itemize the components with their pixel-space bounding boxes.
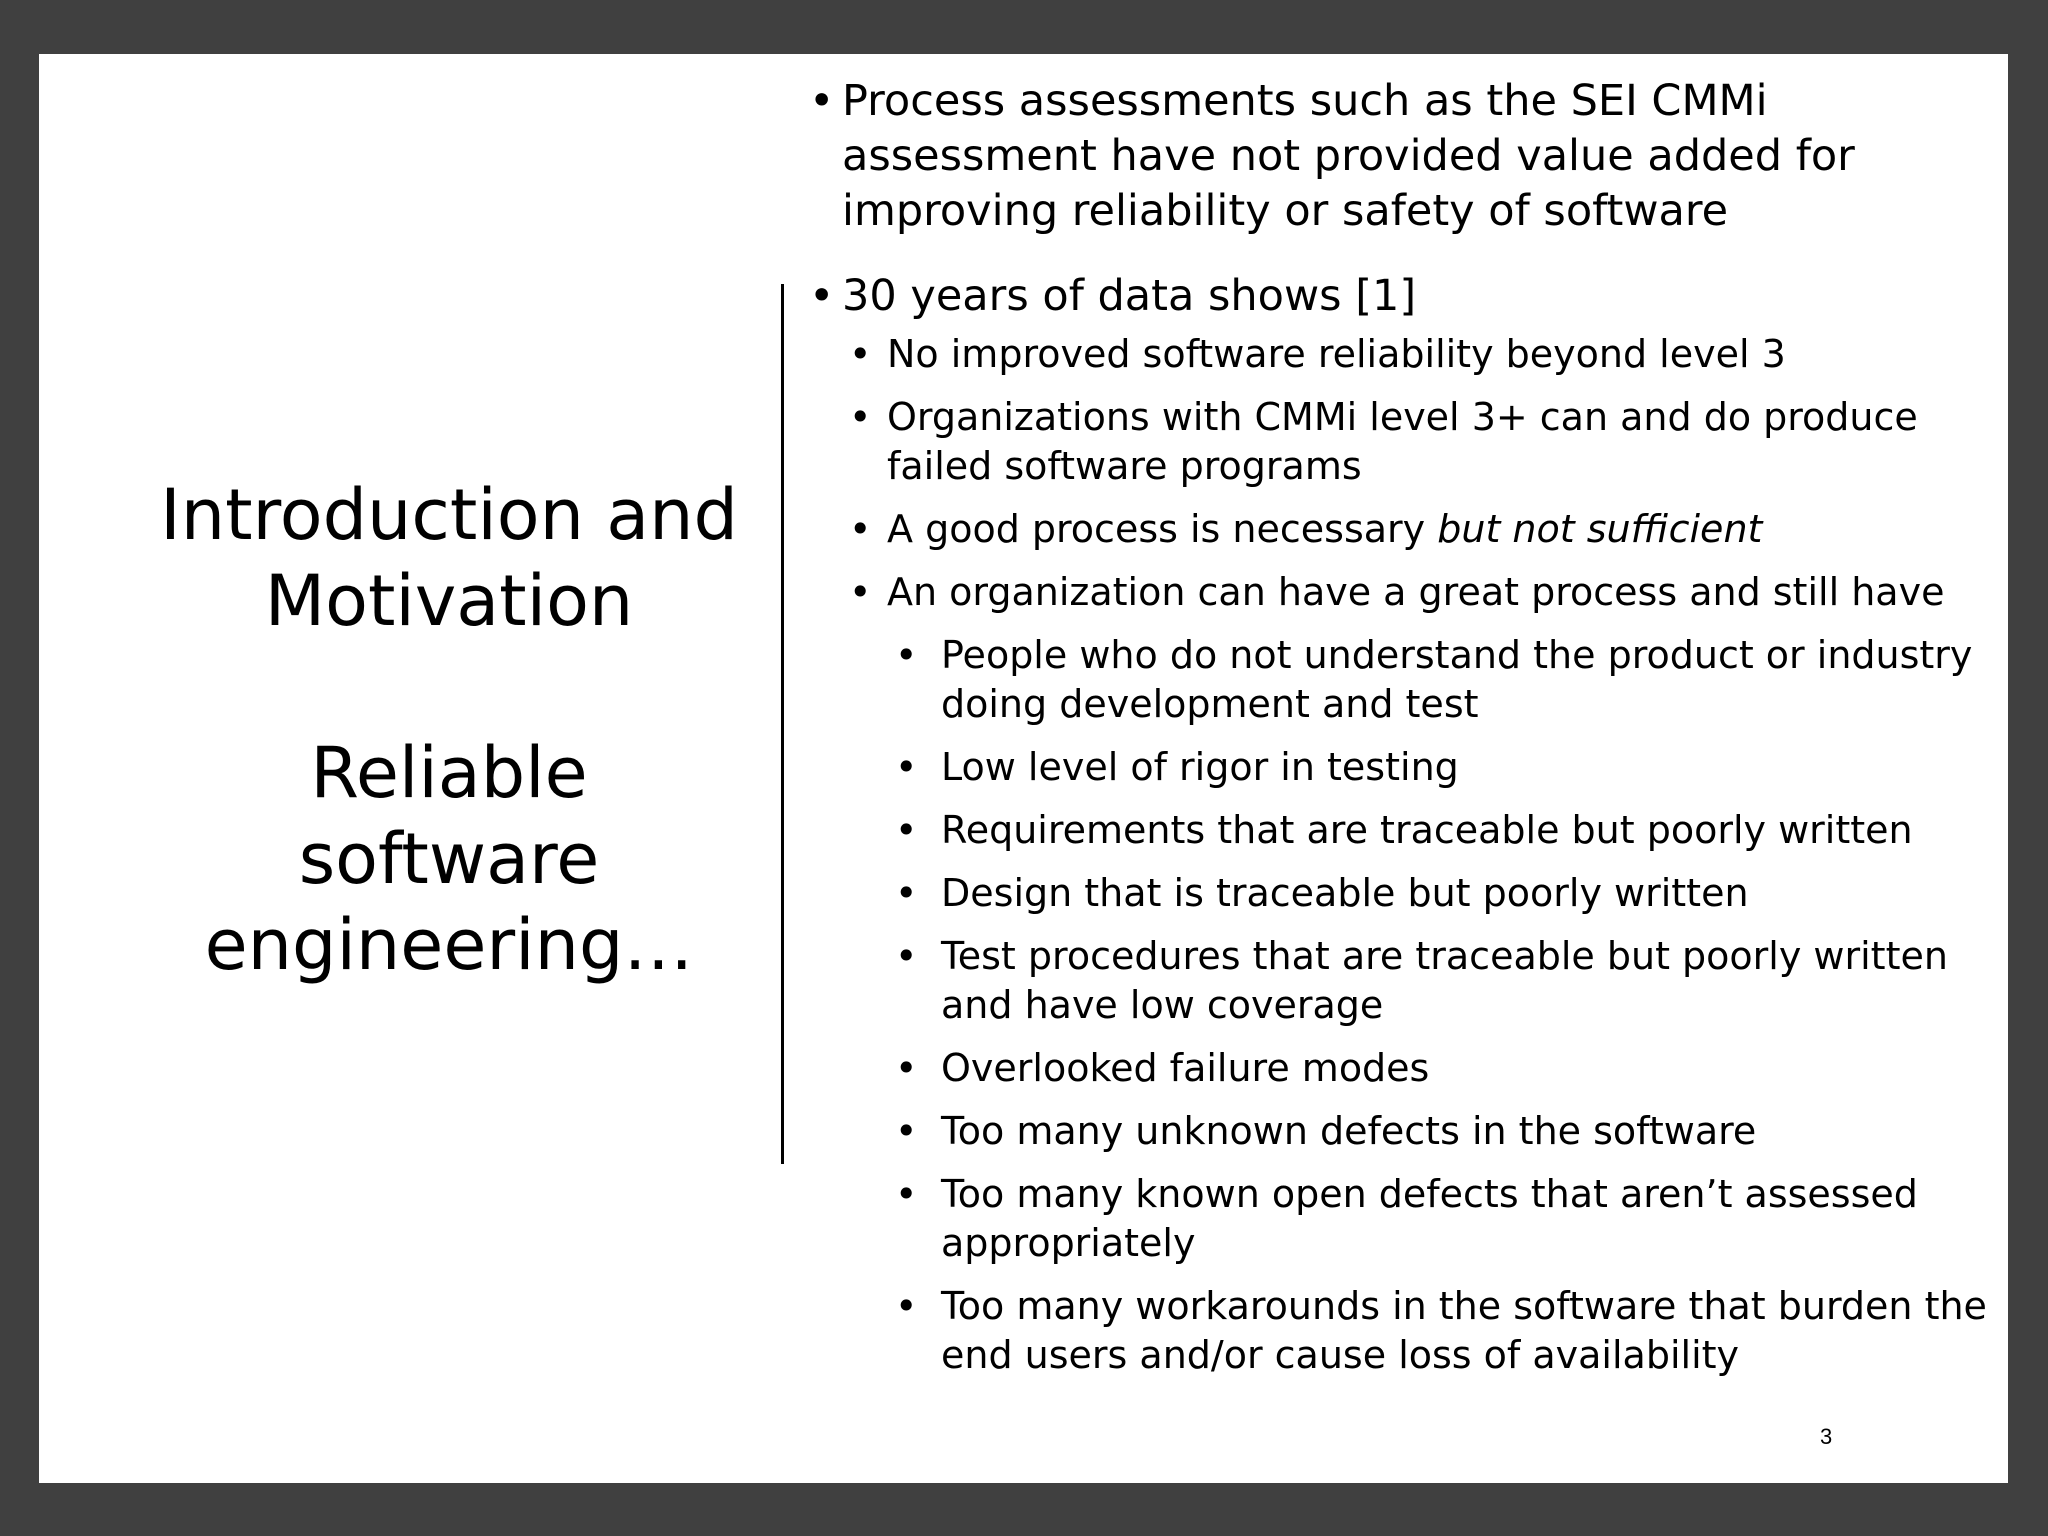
bullet-text: Process assessments such as the SEI CMMi assessment have not provided value added for improving reliability or safety of software — [842, 76, 1855, 236]
sub-sub-bullet-group — [895, 631, 1989, 1380]
sub-sub-bullet-item — [895, 1170, 1989, 1268]
bullet-glyph: • — [849, 570, 872, 614]
bullet-glyph: • — [895, 1172, 918, 1216]
bullet-text: Organizations with CMMi level 3+ can and do produce failed software programs — [887, 395, 1918, 488]
sub-sub-bullet-item — [895, 869, 1989, 918]
bullet-glyph: • — [895, 808, 918, 852]
bullet-glyph: • — [895, 1284, 918, 1328]
bullet-glyph: • — [849, 395, 872, 439]
sub-sub-bullet-item — [895, 631, 1989, 729]
bullet-text: People who do not understand the product or industry doing development and test — [941, 633, 1973, 726]
sub-sub-bullet-item — [895, 932, 1989, 1030]
subtitle-line: software — [298, 818, 600, 900]
bullet-text: No improved software reliability beyond level 3 — [887, 332, 1786, 376]
sub-sub-bullet-item — [895, 743, 1989, 792]
bullet-text: Too many known open defects that aren’t assessed appropriately — [941, 1172, 1918, 1265]
bullet-glyph: • — [849, 332, 872, 376]
bullet-text: Overlooked failure modes — [941, 1046, 1430, 1090]
page-number: 3 — [1820, 1424, 1833, 1449]
bullet-text: Requirements that are traceable but poorly written — [941, 808, 1913, 852]
title-spacer — [119, 644, 779, 730]
bullet-glyph: • — [809, 271, 835, 321]
slide-title — [119, 472, 779, 988]
bullet-glyph: • — [895, 745, 918, 789]
vertical-divider — [781, 284, 784, 1164]
sub-bullet-item — [849, 505, 1989, 554]
bullet-list — [809, 74, 1989, 324]
bullet-text: Test procedures that are traceable but poorly written and have low coverage — [941, 934, 1948, 1027]
bullet-glyph: • — [895, 871, 918, 915]
sub-bullet-item — [849, 393, 1989, 491]
sub-bullet-item — [849, 568, 1989, 617]
bullet-text: Low level of rigor in testing — [941, 745, 1459, 789]
bullet-item — [809, 269, 1989, 324]
bullet-text: A good process is necessary — [887, 507, 1438, 551]
bullet-text: An organization can have a great process and still have — [887, 570, 1945, 614]
sub-bullet-list — [849, 330, 1989, 617]
sub-sub-bullet-list — [895, 631, 1989, 1380]
bullet-emphasis: but not sufficient — [1437, 507, 1763, 551]
bullet-text: Too many unknown defects in the software — [941, 1109, 1757, 1153]
sub-bullet-item — [849, 330, 1989, 379]
sub-sub-bullet-item — [895, 1107, 1989, 1156]
bullet-item — [809, 74, 1989, 239]
bullet-text: Design that is traceable but poorly written — [941, 871, 1749, 915]
bullet-text: Too many workarounds in the software that burden the end users and/or cause loss of availability — [941, 1284, 1987, 1377]
bullet-content — [809, 74, 1989, 1380]
bullet-glyph: • — [895, 1046, 918, 1090]
slide — [39, 54, 2008, 1483]
sub-sub-bullet-item — [895, 1044, 1989, 1093]
bullet-glyph: • — [895, 633, 918, 677]
sub-bullet-group — [849, 330, 1989, 1380]
title-line: Introduction and — [160, 474, 738, 556]
bullet-text: 30 years of data shows [1] — [842, 271, 1417, 321]
bullet-glyph: • — [895, 934, 918, 978]
sub-sub-bullet-item — [895, 806, 1989, 855]
subtitle-line: engineering… — [204, 904, 694, 986]
title-line: Motivation — [264, 560, 634, 642]
bullet-glyph: • — [895, 1109, 918, 1153]
sub-sub-bullet-item — [895, 1282, 1989, 1380]
bullet-glyph: • — [849, 507, 872, 551]
bullet-glyph: • — [809, 76, 835, 126]
subtitle-line: Reliable — [310, 732, 588, 814]
